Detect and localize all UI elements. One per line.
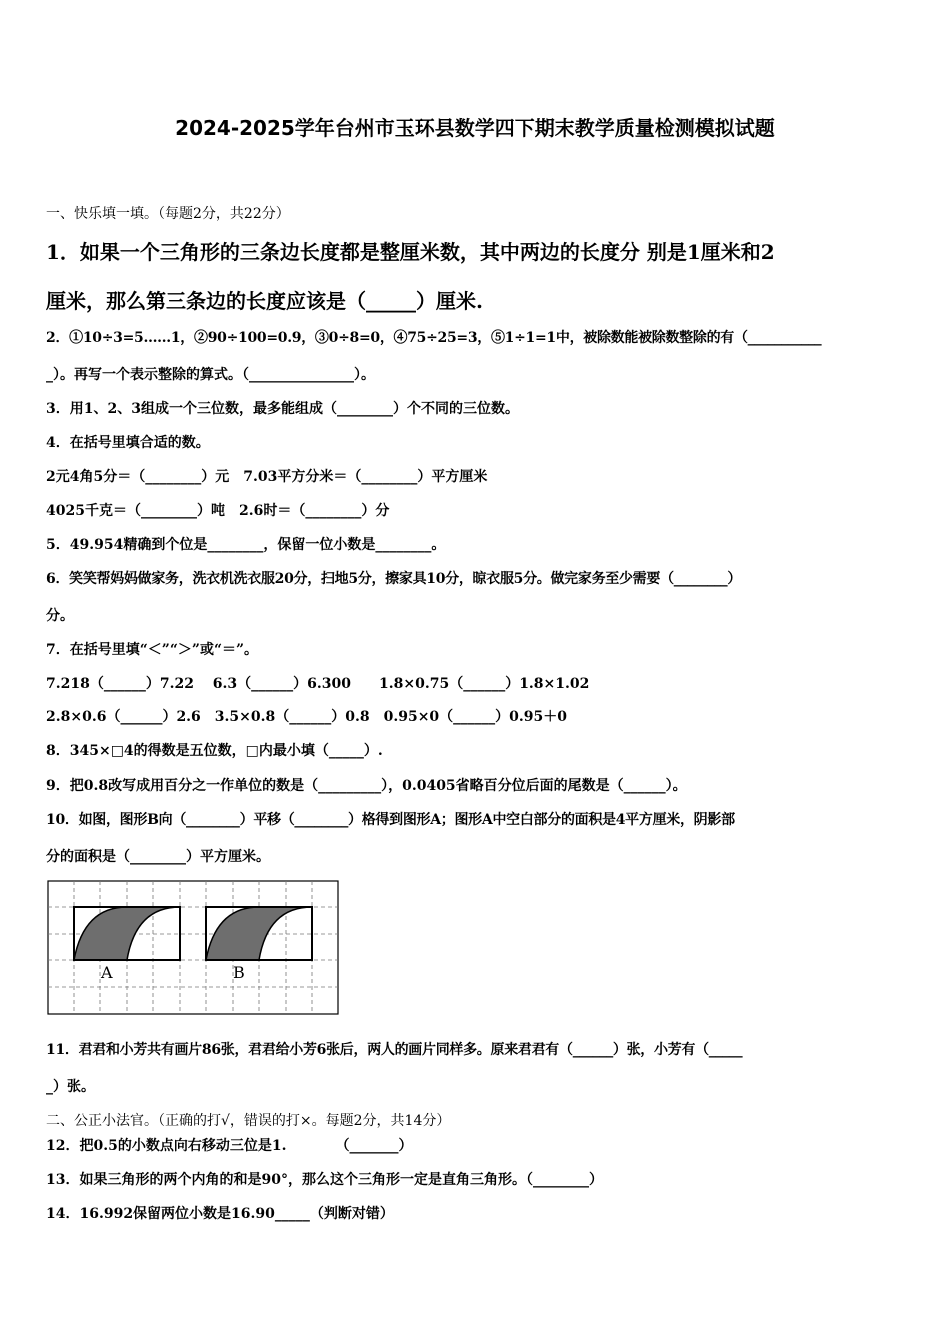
shape-b [206,907,312,960]
question-4-row-1: 2元4角5分＝（________）元 7.03平方分米＝（________）平方厘米 [46,469,488,485]
question-4-row-2: 4025千克＝（________）吨 2.6时＝（________）分 [46,503,390,519]
section-heading-1: 一、快乐填一填。（每题2分，共22分） [46,206,290,222]
question-10-line-2: 分的面积是（________）平方厘米。 [46,849,270,865]
question-8: 8．345×□4的得数是五位数，□内最小填（_____）. [46,743,383,759]
page-title: 2024-2025学年台州市玉环县数学四下期末教学质量检测模拟试题 [175,116,775,140]
question-12: 12．把0.5的小数点向右移动三位是1. （_______） [46,1138,413,1154]
question-7-row-2: 2.8×0.6（______）2.6 3.5×0.8（______）0.8 0.95×0（______）0.95＋0 [46,709,568,725]
question-1-line-2: 厘米，那么第三条边的长度应该是（_____）厘米. [46,289,483,313]
question-1-line-1: 1．如果一个三角形的三条边长度都是整厘米数，其中两边的长度分 别是1厘米和2 [46,240,775,264]
grid-figure [47,880,341,1016]
question-9: 9．把0.8改写成用百分之一作单位的数是（_________），0.0405省略百分位后面的尾数是（______）。 [46,778,687,794]
question-2-line-2: _）。再写一个表示整除的算式。（_______________）。 [46,367,375,383]
section-heading-2: 二、公正小法官。（正确的打√，错误的打×。每题2分，共14分） [46,1113,451,1129]
question-2-line-1: 2．①10÷3=5……1，②90÷100=0.9，③0÷8=0，④75÷25=3，⑤1÷1=1中，被除数能被除数整除的有（___________ [46,330,822,346]
question-13: 13．如果三角形的两个内角的和是90°，那么这个三角形一定是直角三角形。（________） [46,1172,603,1188]
label-a: A [101,963,113,982]
question-14: 14．16.992保留两位小数是16.90_____（判断对错） [46,1206,394,1222]
question-6-line-2: 分。 [46,608,74,624]
question-4: 4．在括号里填合适的数。 [46,435,210,451]
question-7: 7．在括号里填“＜”“＞”或“＝”。 [46,642,259,658]
question-7-row-1: 7.218（______）7.22 6.3（______）6.300 1.8×0.75（______）1.8×1.02 [46,676,590,692]
label-b: B [233,963,245,982]
shape-a [74,907,180,960]
question-11-line-2: _）张。 [46,1079,95,1095]
question-3: 3．用1、2、3组成一个三位数，最多能组成（________）个不同的三位数。 [46,401,519,417]
question-10-line-1: 10．如图，图形B向（________）平移（________）格得到图形A；图形A中空白部分的面积是4平方厘米，阴影部 [46,812,735,828]
question-5: 5．49.954精确到个位是________，保留一位小数是________。 [46,537,446,553]
question-6-line-1: 6．笑笑帮妈妈做家务，洗衣机洗衣服20分，扫地5分，擦家具10分，晾衣服5分。做完家务至少需要（________） [46,571,742,587]
question-11-line-1: 11．君君和小芳共有画片86张，君君给小芳6张后，两人的画片同样多。原来君君有（______）张，小芳有（_____ [46,1042,743,1058]
